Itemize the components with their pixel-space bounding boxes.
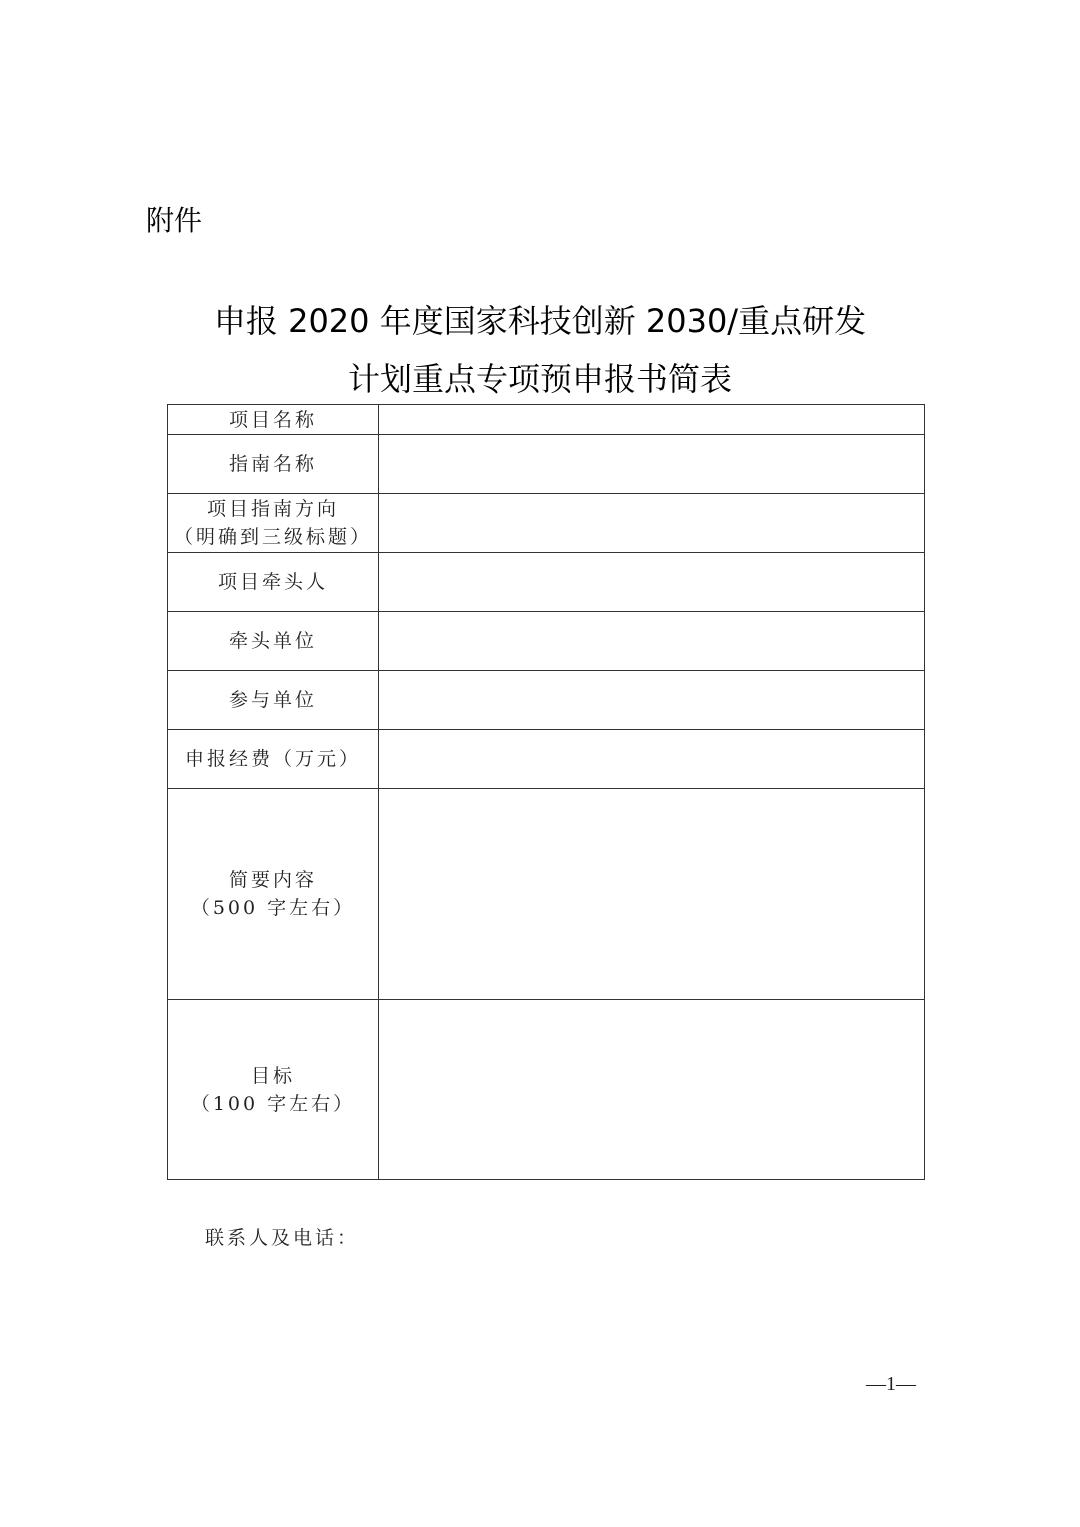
field-value-project-name[interactable] bbox=[379, 405, 925, 435]
field-value-guide-direction[interactable] bbox=[379, 494, 925, 553]
field-label-requested-funding bbox=[168, 730, 379, 789]
field-value-objectives[interactable] bbox=[379, 1000, 925, 1180]
field-label-lead-unit bbox=[168, 612, 379, 671]
table-row bbox=[168, 612, 925, 671]
attachment-label: 附件 bbox=[146, 204, 203, 237]
field-label-line: 项目牵头人 bbox=[217, 571, 328, 593]
field-label-line: 申报经费（万元） bbox=[184, 748, 361, 770]
field-label-summary bbox=[168, 789, 379, 1000]
field-value-participating-units[interactable] bbox=[379, 671, 925, 730]
contact-label: 联系人及电话： bbox=[205, 1227, 360, 1249]
table-row bbox=[168, 671, 925, 730]
field-value-project-leader[interactable] bbox=[379, 553, 925, 612]
field-label-project-leader bbox=[168, 553, 379, 612]
field-value-guide-name[interactable] bbox=[379, 435, 925, 494]
field-label-participating-units bbox=[168, 671, 379, 730]
application-form-table bbox=[167, 404, 925, 1180]
page-number: —1— bbox=[866, 1373, 916, 1395]
field-label-line: 项目指南方向 bbox=[206, 498, 339, 520]
field-label-guide-direction bbox=[168, 494, 379, 553]
table-row bbox=[168, 494, 925, 553]
field-value-lead-unit[interactable] bbox=[379, 612, 925, 671]
document-title-line-2: 计划重点专项预申报书简表 bbox=[347, 360, 732, 398]
table-row bbox=[168, 789, 925, 1000]
field-label-line: （明确到三级标题） bbox=[173, 526, 372, 548]
table-row bbox=[168, 1000, 925, 1180]
field-label-guide-name bbox=[168, 435, 379, 494]
field-label-project-name bbox=[168, 405, 379, 435]
field-label-line: （500 字左右） bbox=[190, 897, 356, 919]
field-label-line: 参与单位 bbox=[228, 689, 317, 711]
table-row bbox=[168, 553, 925, 612]
field-label-objectives bbox=[168, 1000, 379, 1180]
field-value-requested-funding[interactable] bbox=[379, 730, 925, 789]
document-title-line-1: 申报 2020 年度国家科技创新 2030/重点研发 bbox=[213, 302, 867, 340]
field-label-line: 指南名称 bbox=[228, 453, 317, 475]
field-label-line: 目标 bbox=[250, 1064, 295, 1087]
field-label-line: 简要内容 bbox=[228, 869, 317, 891]
table-row bbox=[168, 435, 925, 494]
field-label-line: （100 字左右） bbox=[190, 1092, 356, 1115]
field-label-line: 项目名称 bbox=[228, 408, 317, 431]
field-value-summary[interactable] bbox=[379, 789, 925, 1000]
field-label-line: 牵头单位 bbox=[228, 630, 317, 652]
table-row bbox=[168, 405, 925, 435]
table-row bbox=[168, 730, 925, 789]
